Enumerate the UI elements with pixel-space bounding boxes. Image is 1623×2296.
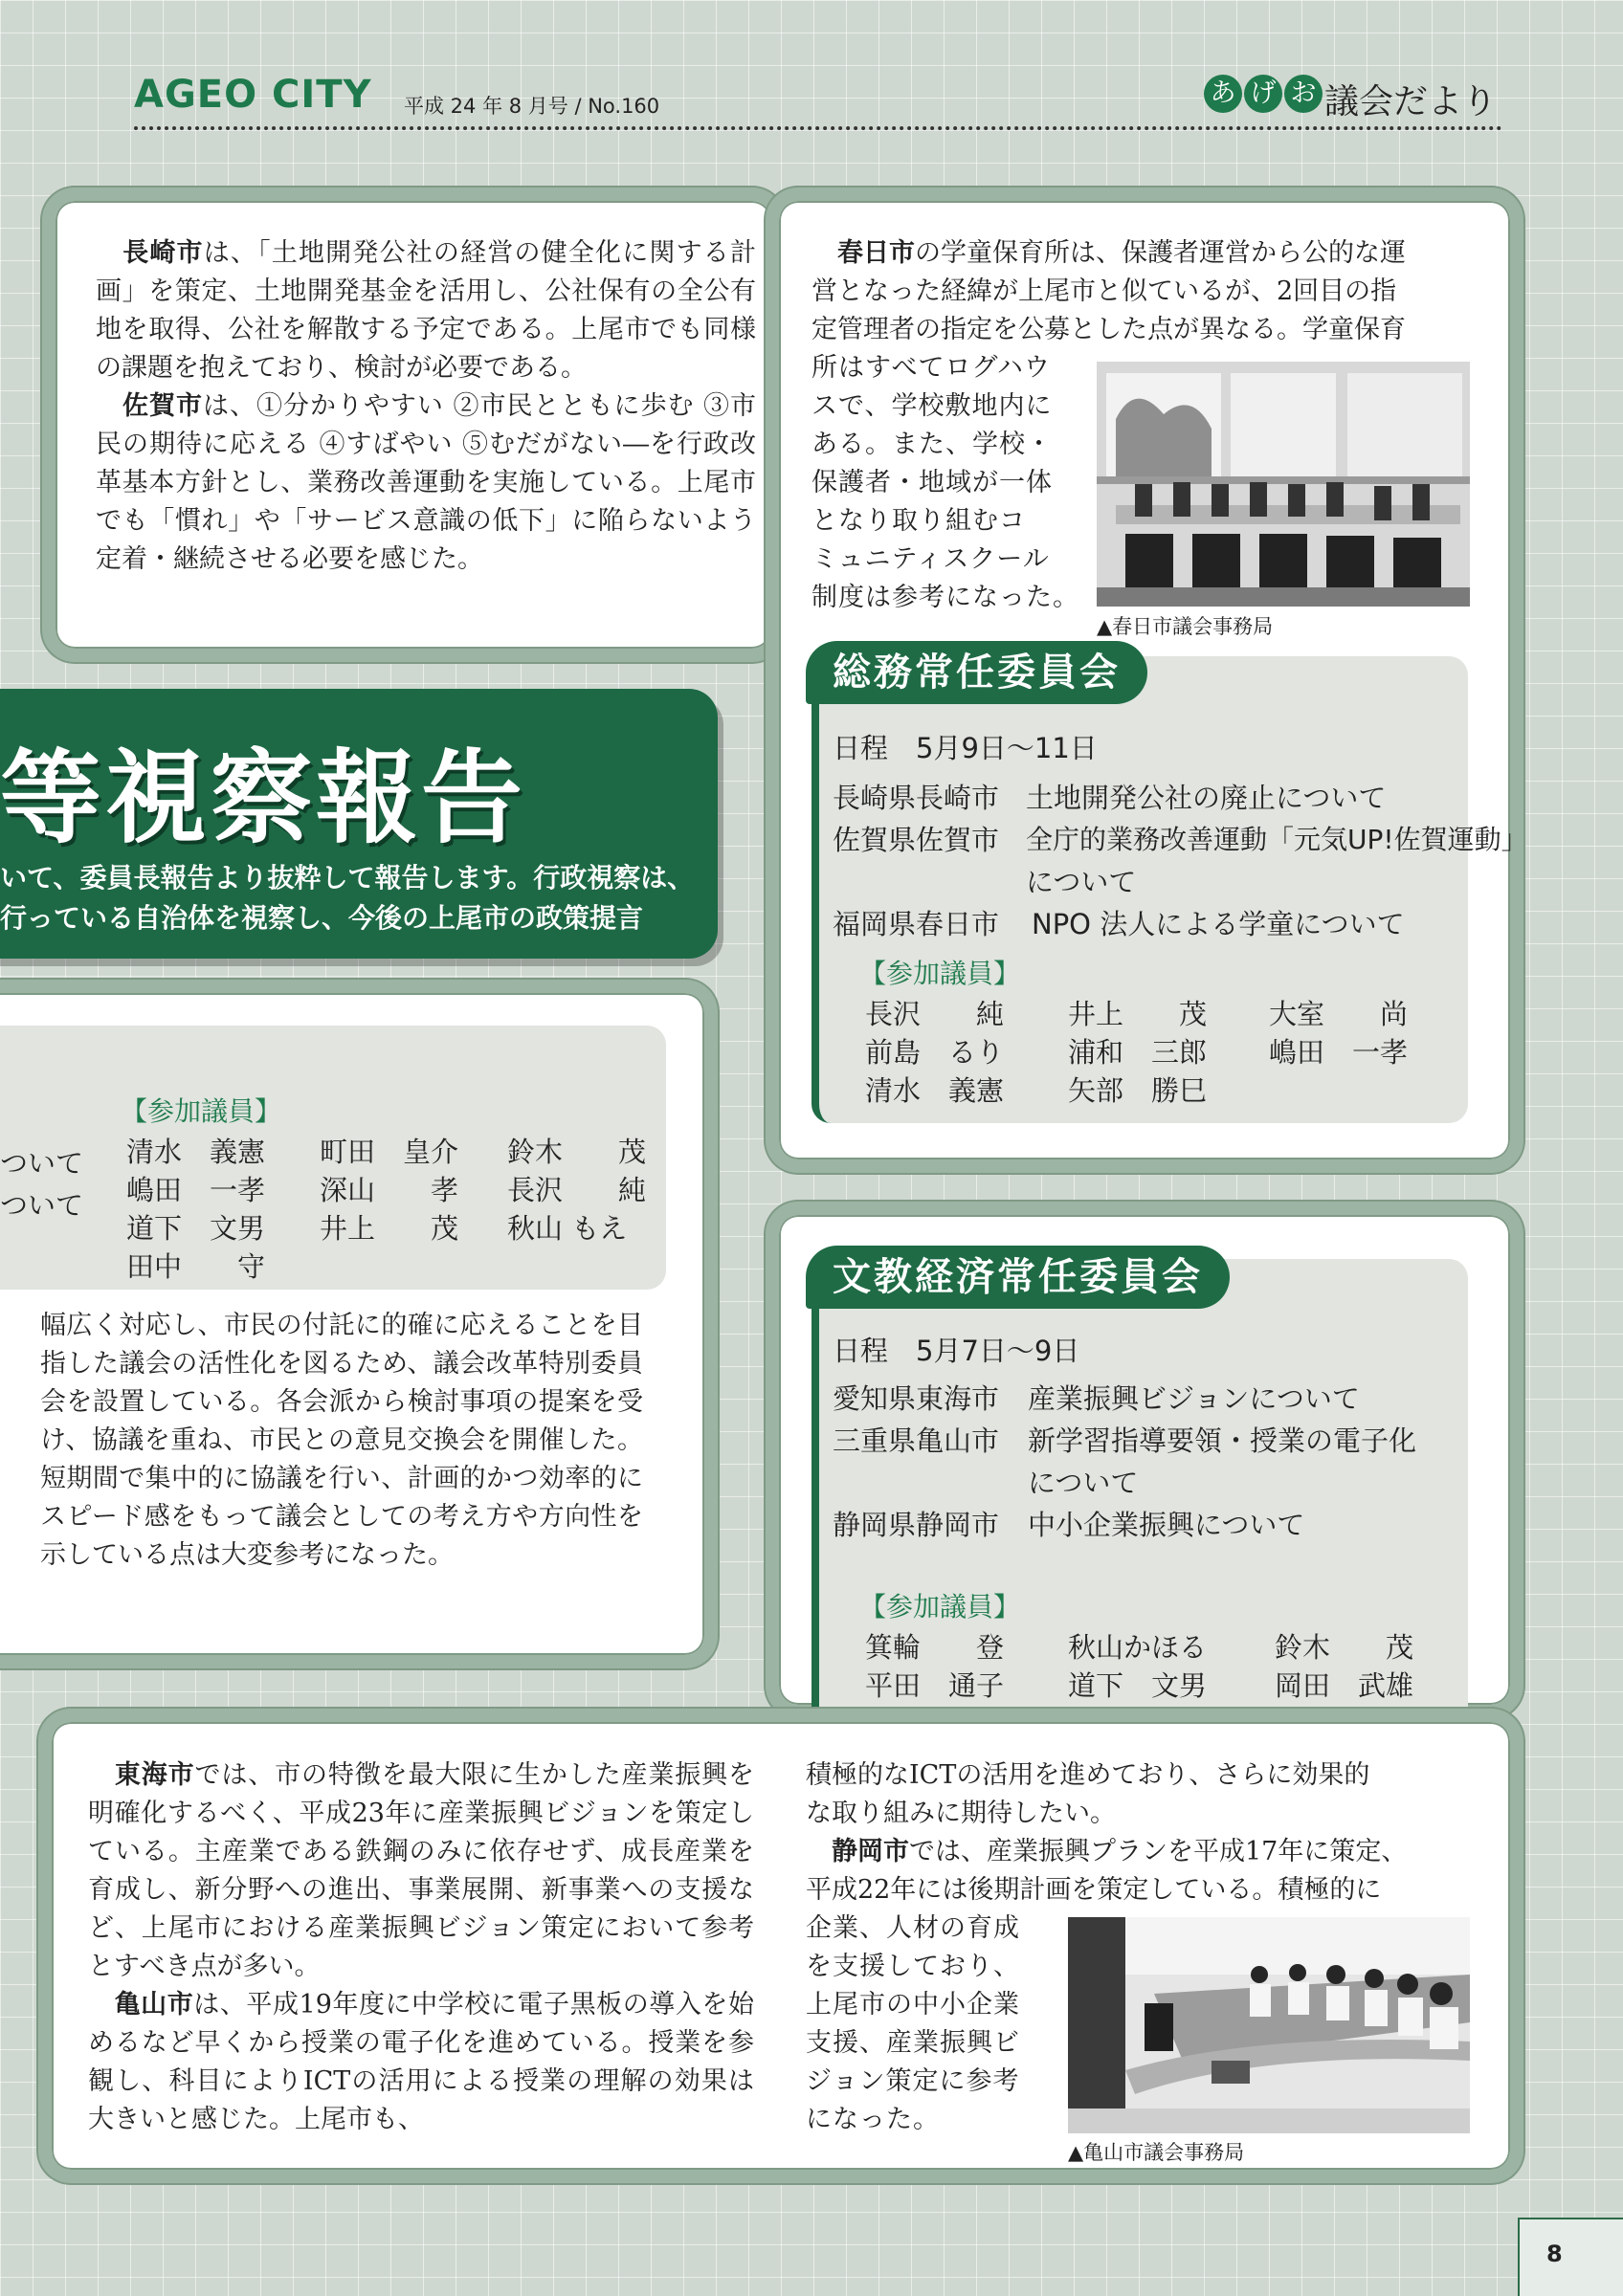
kasuga-side-line: ミュニティスクール: [812, 544, 1050, 574]
bunkyo-visit-topic: 産業振興ビジョンについて: [1028, 1382, 1360, 1415]
saga-paragraph: は、①分かりやすい ②市民とともに歩む ③市民の期待に応える ④すばやい ⑤むだがない―を行政改革基本方針とし、業務改善運動を実施している。上尾市でも「慣れ」や「サービス意識の低下」に陥らないよう定着・継続させる必要を感じた。: [96, 391, 757, 574]
kaikaku-member: 秋山 もえ: [507, 1212, 628, 1245]
page-header: [134, 73, 1502, 130]
kameyama-meeting-photo: [1068, 1917, 1470, 2133]
kasuga-intro: [812, 234, 1472, 349]
masthead-hiragana-1: あ: [1204, 75, 1242, 113]
shizuoka-line-1: では、産業振興プランを平成17年に策定、: [909, 1837, 1408, 1866]
kasuga-line-2: 営となった経緯が上尾市と似ているが、2回目の指: [812, 276, 1397, 306]
issue-number: 平成 24 年 8 月号 / No.160: [404, 95, 660, 118]
soumu-visit-place: 長崎県長崎市: [833, 782, 1000, 814]
soumu-member: 嶋田 一孝: [1269, 1036, 1409, 1069]
city-shizuoka: 静岡市: [832, 1837, 909, 1866]
kasuga-line-3: 定管理者の指定を公募とした点が異なる。学童保育: [812, 315, 1406, 344]
city-nagasaki: 長崎市: [122, 238, 204, 268]
bunkyo-visit-place: 三重県亀山市: [833, 1424, 1000, 1457]
kasuga-side-line: 保護者・地域が一体: [812, 468, 1053, 497]
kameyama-paragraph: は、平成19年度に中学校に電子黒板の導入を始めるなど早くから授業の電子化を進めている。授業を参観し、科目によりICTの活用による授業の理解の効果は大きいと感じた。上尾市も、: [88, 1990, 755, 2134]
soumu-member: 清水 義憲: [865, 1074, 1005, 1107]
soumu-member: 長沢 純: [865, 998, 1005, 1030]
kaikaku-member: 嶋田 一孝: [126, 1174, 266, 1206]
shizuoka-side-line: 上尾市の中小企業: [806, 1990, 1020, 2020]
kasuga-side-text: [812, 349, 1084, 617]
masthead: [1204, 75, 1497, 123]
bunkyo-visit-place: 静岡県静岡市: [833, 1509, 1000, 1541]
bunkyo-visit-topic: について: [1028, 1467, 1139, 1499]
kaikaku-member: 清水 義憲: [126, 1136, 266, 1168]
kasuga-line-1: の学童保育所は、保護者運営から公的な運: [915, 238, 1406, 268]
kasuga-side-line: となり取り組むコ: [812, 506, 1026, 536]
kasuga-side-line: スで、学校敷地内に: [812, 391, 1053, 421]
bunkyo-member: 道下 文男: [1068, 1669, 1208, 1702]
bunkyo-member: 秋山かほる: [1068, 1631, 1208, 1664]
bunkyo-visit-place: 愛知県東海市: [833, 1382, 1000, 1415]
soumu-visit-place: 佐賀県佐賀市: [833, 824, 1000, 856]
kasuga-side-line: 所はすべてログハウ: [812, 353, 1051, 383]
soumu-member: 矢部 勝巳: [1068, 1074, 1208, 1107]
bunkyo-members-heading: 【参加議員】: [859, 1591, 1021, 1623]
ict-shizuoka-text: [806, 1756, 1476, 1910]
ict-line-2: な取り組みに期待したい。: [806, 1799, 1116, 1828]
kameyama-photo-caption: ▲亀山市議会事務局: [1068, 2141, 1245, 2164]
banner-lead-line-1: いて、委員長報告より抜粋して報告します。行政視察は、: [0, 862, 695, 894]
kaikaku-member: 田中 守: [126, 1250, 266, 1283]
brand-logo: AGEO CITY: [134, 73, 372, 117]
soumu-members-heading: 【参加議員】: [859, 958, 1021, 989]
bunkyo-member: 箕輪 登: [865, 1631, 1005, 1664]
soumu-visit-topic: NPO 法人による学童について: [1032, 908, 1405, 940]
shizuoka-side-text: [806, 1910, 1055, 2139]
page-number: 8: [1546, 2241, 1563, 2267]
bunkyo-member: 鈴木 茂: [1275, 1631, 1414, 1664]
city-tokai: 東海市: [114, 1760, 195, 1790]
kaikaku-paragraph: 幅広く対応し、市民の付託に的確に応えることを目指した議会の活性化を図るため、議会改革特別委員会を設置している。各会派から検討事項の提案を受け、協議を重ね、市民との意見交換会を開催した。短期間で集中的に協議を行い、計画的かつ効率的にスピード感をもって議会としての考え方や方向性を示している点は大変参考になった。: [40, 1311, 643, 1570]
kaikaku-member: 町田 皇介: [320, 1136, 459, 1168]
kaikaku-member: 道下 文男: [126, 1212, 266, 1245]
soumu-visit-topic: 全庁的業務改善運動「元気UP!佐賀運動」: [1026, 824, 1528, 855]
nagasaki-paragraph: は、「土地開発公社の経営の健全化に関する計画」を策定、土地開発基金を活用し、公社保有の全公有地を取得、公社を解散する予定である。上尾市でも同様の課題を抱えており、検討が必要である。: [96, 238, 756, 383]
tokai-kameyama-text: [88, 1756, 754, 2139]
banner-lead-line-2: 行っている自治体を視察し、今後の上尾市の政策提言: [0, 902, 644, 934]
soumu-visit-topic: 土地開発公社の廃止について: [1026, 782, 1387, 814]
soumu-schedule: 日程 5月9日～11日: [833, 732, 1098, 764]
bunkyo-schedule: 日程 5月7日～9日: [833, 1335, 1080, 1367]
conference-photo-graphic: [1068, 1917, 1470, 2133]
soumu-visit-topic: について: [1026, 866, 1137, 898]
masthead-hiragana-3: お: [1284, 75, 1323, 113]
city-kameyama: 亀山市: [114, 1990, 194, 2020]
kaikaku-member: 長沢 純: [507, 1174, 647, 1206]
kasuga-side-line: 制度は参考になった。: [812, 583, 1079, 612]
soumu-member: 大室 尚: [1269, 998, 1409, 1030]
kasuga-side-line: ある。また、学校・: [812, 430, 1053, 459]
city-saga: 佐賀市: [122, 391, 203, 421]
banner-title: 等視察報告: [0, 740, 526, 857]
tokai-paragraph: では、市の特徴を最大限に生かした産業振興を明確化するべく、平成23年に産業振興ビジョンを策定している。主産業である鉄鋼のみに依存せず、成長産業を育成し、新分野への進出、事業展開、新事業への支援など、上尾市における産業振興ビジョン策定において参考とすべき点が多い。: [88, 1760, 754, 1981]
soumu-visit-place: 福岡県春日市: [833, 908, 1000, 940]
nagasaki-saga-text: [96, 234, 756, 579]
masthead-hiragana-2: げ: [1244, 75, 1282, 113]
ict-line-1: 積極的なICTの活用を進めており、さらに効果的: [806, 1760, 1370, 1790]
shizuoka-side-line: になった。: [806, 2105, 940, 2134]
shizuoka-side-line: を支援しており、: [806, 1952, 1020, 1981]
kaikaku-member: 井上 茂: [320, 1212, 459, 1245]
kaikaku-member: 深山 孝: [320, 1174, 459, 1206]
soumu-member: 井上 茂: [1068, 998, 1208, 1030]
bunkyo-committee-title: 文教経済常任委員会: [806, 1246, 1230, 1309]
bunkyo-member: 平田 通子: [865, 1669, 1005, 1702]
kaikaku-member: 鈴木 茂: [507, 1136, 647, 1168]
shizuoka-line-2: 平成22年には後期計画を策定している。積極的に: [806, 1875, 1382, 1905]
soumu-committee-title: 総務常任委員会: [806, 641, 1147, 704]
shizuoka-side-line: 企業、人材の育成: [806, 1913, 1020, 1943]
left-edge-fragment: ついて: [0, 1189, 84, 1222]
left-edge-fragment: ついて: [0, 1147, 84, 1180]
kasuga-meeting-photo: [1097, 362, 1470, 607]
soumu-member: 浦和 三郎: [1068, 1036, 1208, 1069]
meeting-room-photo-graphic: [1097, 362, 1470, 607]
bunkyo-visit-topic: 新学習指導要領・授業の電子化: [1028, 1424, 1417, 1457]
bunkyo-member: 岡田 武雄: [1275, 1669, 1414, 1702]
soumu-member: 前島 るり: [865, 1036, 1005, 1069]
page-number-box: [1518, 2218, 1623, 2296]
kaikaku-members-heading: 【参加議員】: [121, 1095, 282, 1127]
shizuoka-side-line: 支援、産業振興ビ: [806, 2028, 1020, 2058]
kasuga-photo-caption: ▲春日市議会事務局: [1097, 615, 1274, 638]
bunkyo-visit-topic: 中小企業振興について: [1028, 1509, 1305, 1541]
report-banner: [0, 689, 718, 959]
masthead-text: 議会だより: [1323, 82, 1497, 121]
shizuoka-side-line: ジョン策定に参考: [806, 2066, 1020, 2096]
city-kasuga: 春日市: [837, 238, 915, 268]
